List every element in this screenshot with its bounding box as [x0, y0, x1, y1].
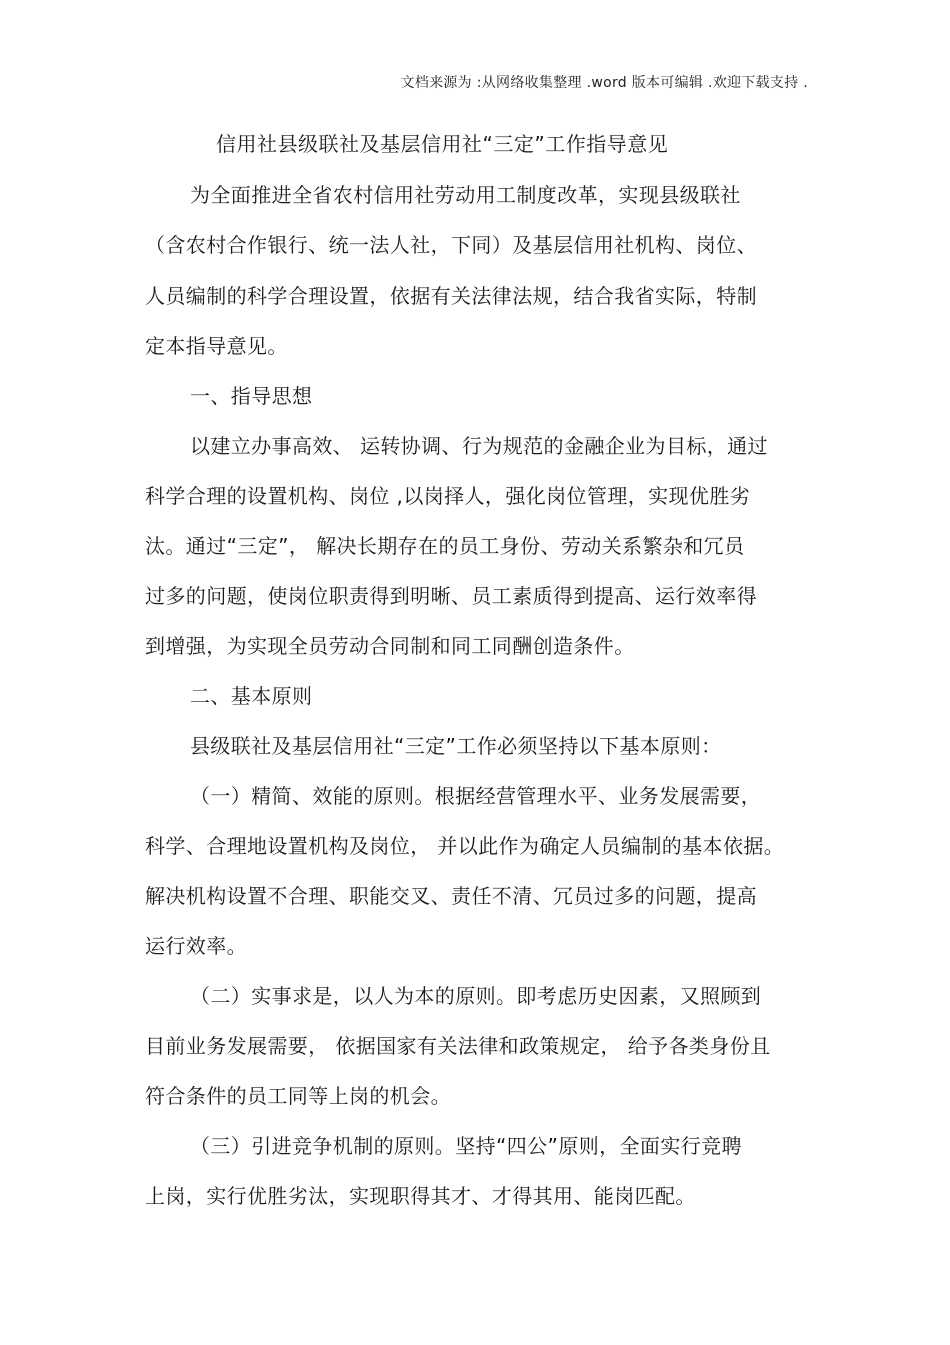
paragraph-line: 符合条件的员工同等上岗的机会。 — [145, 1084, 451, 1108]
paragraph-line: 以建立办事高效、 运转协调、行为规范的金融企业为目标，通过 — [190, 434, 768, 458]
paragraph-line: （含农村合作银行、统一法人社，下同）及基层信用社机构、岗位、 — [145, 233, 757, 257]
paragraph-line: （二）实事求是，以人为本的原则。即考虑历史因素，又照顾到 — [190, 984, 762, 1008]
paragraph-line: 汰。通过“三定”， 解决长期存在的员工身份、劳动关系繁杂和冗员 — [145, 534, 745, 558]
section-heading: 二、基本原则 — [190, 684, 313, 708]
paragraph-line: 为全面推进全省农村信用社劳动用工制度改革，实现县级联社 — [190, 183, 741, 207]
paragraph-line: 解决机构设置不合理、职能交叉、责任不清、冗员过多的问题，提高 — [145, 884, 757, 908]
paragraph-line: 过多的问题，使岗位职责得到明晰、员工素质得到提高、运行效率得 — [145, 584, 757, 608]
section-heading: 一、指导思想 — [190, 384, 313, 408]
paragraph-line: （一）精简、效能的原则。根据经营管理水平、业务发展需要， — [190, 784, 762, 808]
paragraph-line: （三）引进竞争机制的原则。坚持“四公”原则，全面实行竞聘 — [190, 1134, 742, 1158]
paragraph-line: 目前业务发展需要， 依据国家有关法律和政策规定， 给予各类身份且 — [145, 1034, 771, 1058]
document-title: 信用社县级联社及基层信用社“三定”工作指导意见 — [216, 132, 669, 156]
paragraph-line: 人员编制的科学合理设置，依据有关法律法规，结合我省实际，特制 — [145, 284, 757, 308]
paragraph-line: 定本指导意见。 — [145, 334, 288, 358]
paragraph-line: 到增强，为实现全员劳动合同制和同工同酬创造条件。 — [145, 634, 635, 658]
paragraph-line: 上岗，实行优胜劣汰，实现职得其才、才得其用、能岗匹配。 — [145, 1184, 696, 1208]
page-header: 文档来源为 :从网络收集整理 .word 版本可编辑 .欢迎下载支持 . — [400, 75, 808, 91]
paragraph-line: 县级联社及基层信用社“三定”工作必须坚持以下基本原则： — [190, 734, 722, 758]
paragraph-line: 科学、合理地设置机构及岗位， 并以此作为确定人员编制的基本依据。 — [145, 834, 785, 858]
paragraph-line: 运行效率。 — [145, 934, 247, 958]
paragraph-line: 科学合理的设置机构、岗位 ,以岗择人，强化岗位管理，实现优胜劣 — [145, 484, 751, 508]
